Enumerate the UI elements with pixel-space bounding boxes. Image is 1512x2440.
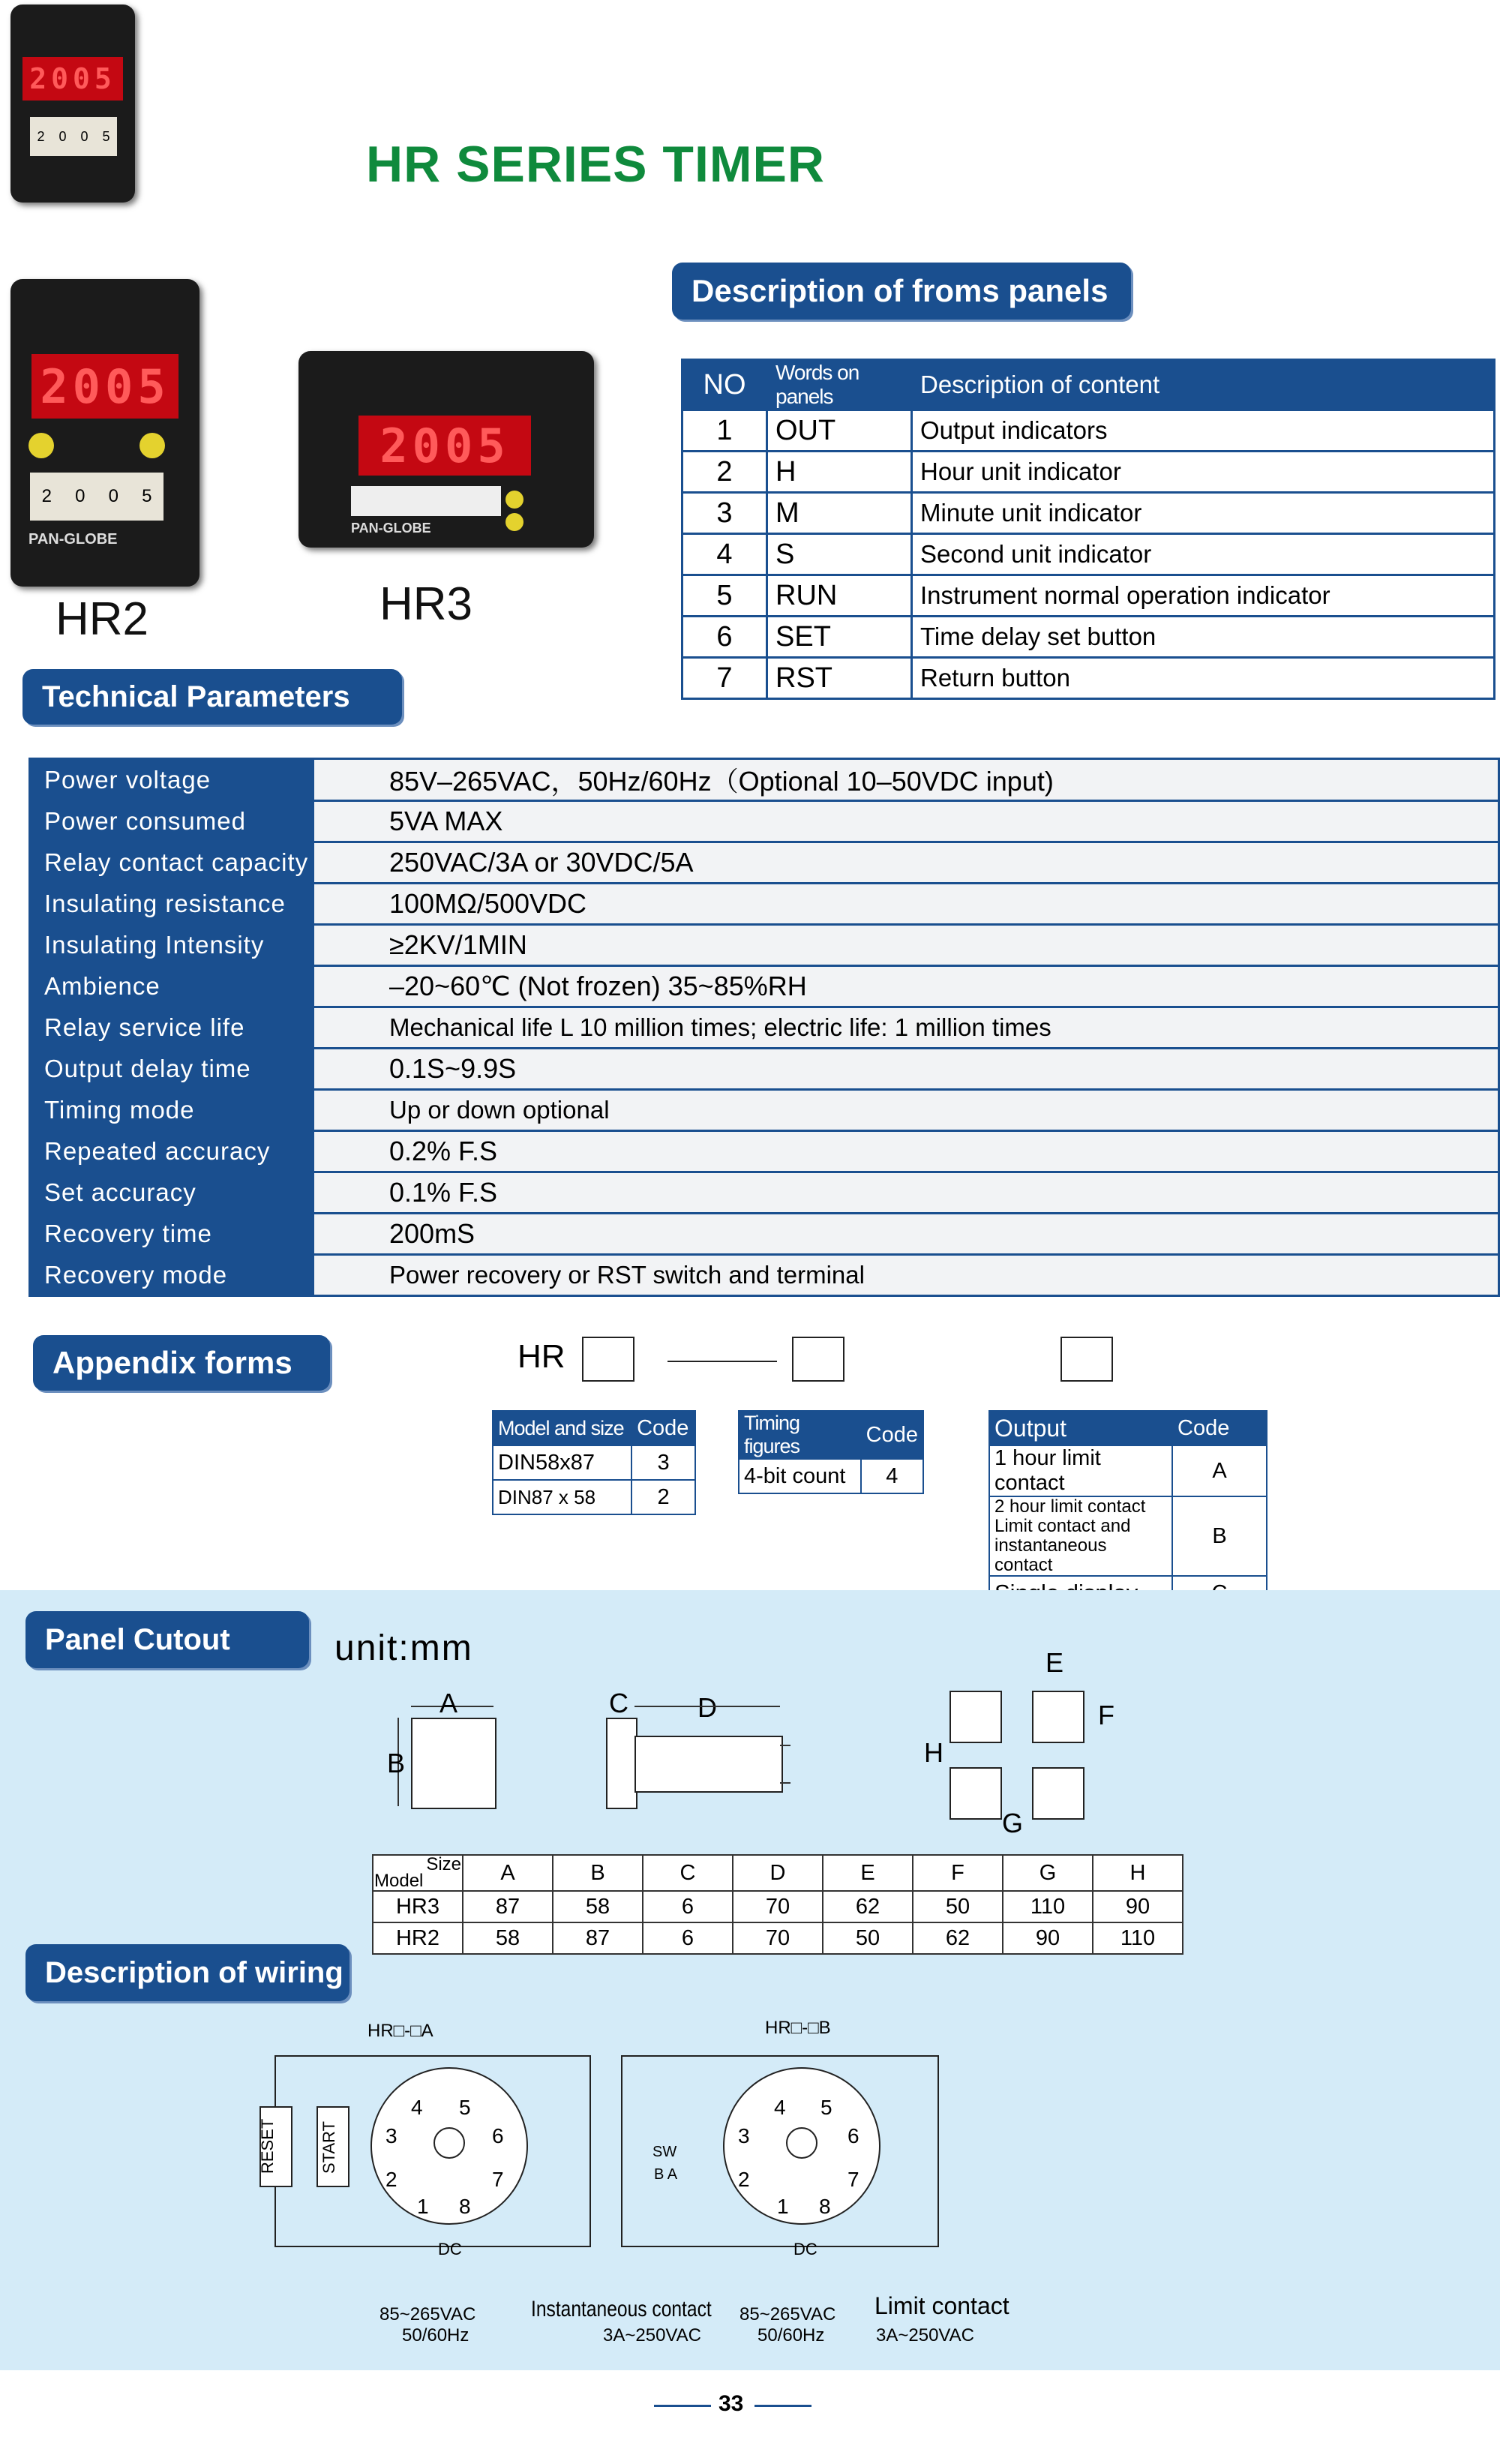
wiring-code-a: HR□-□A	[368, 2021, 434, 2041]
pin-4: 4	[411, 2096, 423, 2119]
table-row: 1 hour limit contact A	[989, 1445, 1267, 1496]
table-header: Size Model A B C D E F G H	[373, 1855, 1183, 1891]
description-heading: Description of froms panels	[672, 263, 1131, 320]
panel-table	[681, 359, 1496, 700]
hr3-label: HR3	[380, 578, 473, 630]
table-row: Insulating resistance 100MΩ/500VDC	[30, 884, 1499, 925]
panel-grid-cell	[1032, 1691, 1084, 1743]
page-rule-right	[754, 2405, 812, 2407]
ba-label: B A	[654, 2166, 678, 2183]
table-row: HR2 58 87 6 70 50 62 90 110	[373, 1922, 1183, 1954]
appendix-heading: Appendix forms	[33, 1335, 330, 1391]
pin-6: 6	[492, 2124, 504, 2147]
panel-grid-cell	[1032, 1767, 1084, 1820]
limit-label: Limit contact	[874, 2292, 1010, 2319]
pin-2: 2	[386, 2168, 398, 2191]
table-row: 2 H Hour unit indicator	[682, 452, 1495, 493]
pin-8: 8	[819, 2195, 831, 2218]
panel-grid-cell	[950, 1767, 1002, 1820]
hr2-brand: PAN-GLOBE	[28, 531, 118, 548]
hr2-device-image	[10, 279, 200, 587]
panel-grid-cell	[950, 1691, 1002, 1743]
wiring-code-b: HR□-□B	[765, 2018, 831, 2038]
cutout-dimension-table	[372, 1854, 1184, 1955]
table-row: Relay contact capacity 250VAC/3A or 30VDC/5A	[30, 842, 1499, 884]
pin-5: 5	[820, 2096, 832, 2119]
table-row: 6 SET Time delay set button	[682, 617, 1495, 658]
dc-label-right: DC	[794, 2240, 818, 2258]
output-code-table: Output Code 1 hour limit contact A 2 hour limit contact Limit contact and instantaneous contact B	[988, 1410, 1268, 1611]
side-profile-body	[634, 1736, 783, 1793]
pin-8: 8	[459, 2195, 471, 2218]
dim-label-e: E	[1046, 1647, 1064, 1678]
table-row: Insulating Intensity ≥2KV/1MIN	[30, 925, 1499, 966]
table-row: Set accuracy 0.1% F.S	[30, 1172, 1499, 1214]
dim-label-d: D	[698, 1692, 717, 1723]
tech-params-table	[28, 758, 1500, 1297]
inst-rating: 3A~250VAC	[603, 2325, 701, 2345]
wiring-heading: Description of wiring	[26, 1944, 350, 2001]
table-row: Timing mode Up or down optional	[30, 1090, 1499, 1131]
hr3-brand: PAN-GLOBE	[351, 521, 431, 536]
table-row: Output delay time 0.1S~9.9S	[30, 1049, 1499, 1090]
table-row: Relay service life Mechanical life L 10 million times; electric life: 1 million times	[30, 1007, 1499, 1049]
dim-label-c: C	[609, 1688, 628, 1718]
model-code-box	[582, 1337, 634, 1382]
sw-label: SW	[652, 2144, 677, 2160]
table-row: Power consumed 5VA MAX	[30, 801, 1499, 842]
hr3-label-plate	[351, 486, 501, 516]
dim-label-a: A	[440, 1688, 458, 1718]
power-label: 85~265VAC	[380, 2304, 476, 2324]
timing-code-table: Timing figures Code 4-bit count 4	[738, 1410, 924, 1494]
table-row: 1 OUT Output indicators	[682, 410, 1495, 452]
dim-label-f: F	[1098, 1700, 1114, 1730]
order-code-prefix: HR	[518, 1338, 566, 1375]
pin-4: 4	[774, 2096, 786, 2119]
pin-1: 1	[417, 2195, 429, 2218]
pin-2: 2	[738, 2168, 750, 2191]
table-row: Recovery mode Power recovery or RST switch and terminal	[30, 1255, 1499, 1296]
hr2-thumbwheel: 2 0 0 5	[30, 473, 164, 521]
freq-label: 50/60Hz	[402, 2325, 470, 2345]
model-code-table: Model and size Code DIN58x87 3 DIN87 x 58 2	[492, 1410, 696, 1515]
dc-label: DC	[438, 2240, 462, 2258]
pin-7: 7	[492, 2168, 504, 2191]
table-row: 2 hour limit contact Limit contact and instantaneous contact B	[989, 1496, 1267, 1576]
technical-heading: Technical Parameters	[22, 669, 402, 725]
table-header: NO Words on panels Description of content	[682, 360, 1495, 410]
table-row: Repeated accuracy 0.2% F.S	[30, 1131, 1499, 1172]
timing-code-box	[792, 1337, 844, 1382]
terminal-pins	[780, 1745, 790, 1784]
table-row: HR3 87 58 6 70 62 50 110 90	[373, 1891, 1183, 1922]
table-row: Recovery time 200mS	[30, 1214, 1499, 1255]
pin-3: 3	[738, 2124, 750, 2147]
unit-label: unit:mm	[334, 1628, 473, 1668]
table-row: 7 RST Return button	[682, 658, 1495, 699]
page-title: HR SERIES TIMER	[366, 136, 825, 193]
square-cutout-diagram	[411, 1718, 496, 1809]
start-label: START	[320, 2120, 338, 2174]
pin-1: 1	[777, 2195, 789, 2218]
table-row: 4 S Second unit indicator	[682, 534, 1495, 575]
set-button-icon	[506, 491, 524, 509]
table-row: DIN58x87 3	[493, 1445, 695, 1480]
separator-line	[668, 1361, 777, 1362]
freq-label-right: 50/60Hz	[758, 2325, 825, 2345]
pin-6: 6	[848, 2124, 860, 2147]
thumb-display: 2005	[22, 57, 123, 101]
socket-key-icon	[786, 2127, 818, 2159]
pin-7: 7	[848, 2168, 860, 2191]
hr2-thumbnail-image	[10, 5, 135, 203]
table-row: DIN87 x 58 2	[493, 1480, 695, 1514]
table-row: Ambience –20~60℃ (Not frozen) 35~85%RH	[30, 966, 1499, 1007]
rst-button-icon	[506, 513, 524, 531]
table-row: 3 M Minute unit indicator	[682, 493, 1495, 534]
dimension-line	[634, 1706, 780, 1707]
hr3-device-image	[298, 351, 594, 548]
page-rule-left	[654, 2405, 711, 2407]
table-row: 5 RUN Instrument normal operation indicator	[682, 575, 1495, 617]
pin-5: 5	[459, 2096, 471, 2119]
hr3-display: 2005	[358, 416, 531, 476]
dim-label-h: H	[924, 1737, 944, 1768]
table-row: Power voltage 85V–265VAC，50Hz/60Hz（Optional 10–50VDC input)	[30, 759, 1499, 801]
dim-label-g: G	[1002, 1808, 1024, 1838]
instantaneous-label: Instantaneous contact	[531, 2297, 712, 2321]
table-row: 4-bit count 4	[739, 1459, 923, 1493]
limit-rating: 3A~250VAC	[876, 2325, 974, 2345]
output-code-box	[1060, 1337, 1113, 1382]
pin-3: 3	[386, 2124, 398, 2147]
dim-label-b: B	[387, 1748, 406, 1778]
socket-key-icon	[434, 2127, 465, 2159]
page-number: 33	[718, 2391, 744, 2416]
hr2-display: 2005	[32, 354, 178, 419]
reset-label: RESET	[258, 2118, 277, 2174]
rst-button-icon	[140, 433, 165, 458]
set-button-icon	[28, 433, 54, 458]
cutout-heading: Panel Cutout	[26, 1611, 309, 1668]
hr2-label: HR2	[56, 593, 149, 645]
power-label-right: 85~265VAC	[740, 2304, 836, 2324]
thumb-switch: 2 0 0 5	[30, 117, 117, 156]
side-profile-front	[606, 1718, 638, 1809]
